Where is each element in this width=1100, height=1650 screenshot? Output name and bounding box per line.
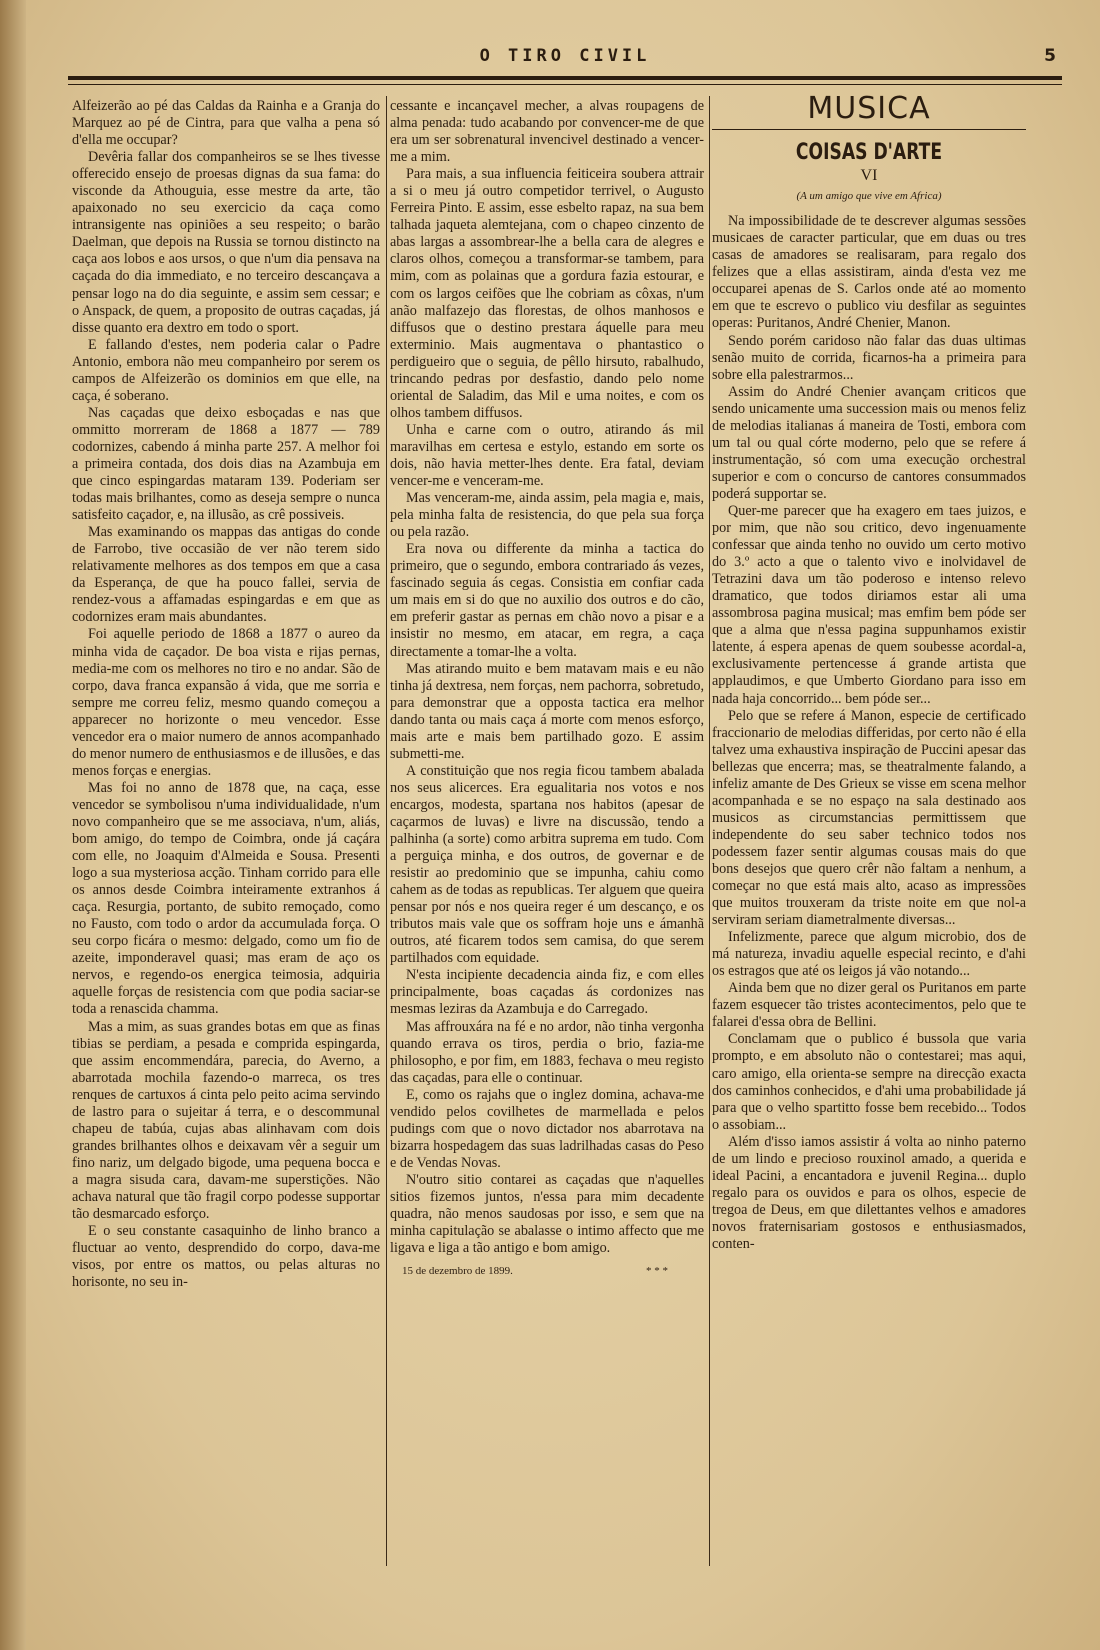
paragraph: E o seu constante casaquinho de linho branco a fluctuar ao vento, desprendido do corpo, dava-me visos, por entre os mattos, ou pelas alturas no horisonte, no seu in-: [72, 1223, 380, 1291]
paragraph: A constituição que nos regia ficou tambem abalada nos seus alicerces. Era egualitaria nos votos e nos encargos, modesta, spartana nos habitos (apesar de caçarmos de luvas) e livre na discussão, tendo a palhinha (a sorte) como arbitra suprema em tudo. Com a perguiça minha, e dos outros, de governar e de resistir ao predominio que se impunha, cahiu como cahem as de todas as republicas. Ter alguem que queira pensar por nós e nos queira reger é um descanço, e os tributos mais vale que os soffram hoje uns e ámanhã outros, até ficarem todos sem camisa, do que serem partilhados com equidade.: [390, 762, 704, 967]
header-rule-thin: [68, 84, 1062, 85]
paragraph: E fallando d'estes, nem poderia calar o Padre Antonio, embora não meu companheiro por serem os campos de Alfeizerão os dominios em que elle, na caça, é soberano.: [72, 336, 380, 404]
paragraph: Nas caçadas que deixo esboçadas e nas que ommitto morreram de 1868 a 1877 — 789 codornizes, cabendo á minha parte 257. A melhor foi a primeira contada, dos dois dias na Azambuja em que cinco espingardas mataram 139. Poderiam ser todas mais brilhantes, como as deseja sempre o nunca satisfeito caçador, e, na illusão, as crê possiveis.: [72, 404, 380, 524]
paragraph: Pelo que se refere á Manon, especie de certificado fraccionario de melodias differidas, por certo não é ella talvez uma exhaustiva inspiração de Puccini apesar das bellezas que encerra; mas, se theatralmente falando, a infeliz amante de Des Grieux se visse em scena melhor acompanhada e se no espaço na sala destinado aos musicos as circumstancias permittissem que independente do seu saber technico todos nos podessem fazer sentir algumas cousas mais do que bons desejos que quero crêr não faltam a nenhum, a começar no que está mais alto, acaso as impressões que muitos trouxeram da triste noite em que nol-a serviram seriam diametralmente diversas...: [712, 707, 1026, 929]
paragraph: Conclamam que o publico é bussola que varia prompto, e em absoluto não o contestarei; mas aqui, caro amigo, ella orienta-se sempre na direcção exacta dos caminhos conhecidos, e d'ahi uma probabilidade já para que o velho spartitto fosse bem recebido... Todos o assobiam...: [712, 1031, 1026, 1133]
paragraph: Era nova ou differente da minha a tactica do primeiro, que o segundo, embora contrariado ás vezes, fascinado seguia ás cegas. Consistia em confiar cada um mais em si do que no auxilio dos outros e do cão, em preferir gastar as pernas em chão novo a pisar e a insistir no mesmo, em atacar, em regra, a caça directamente a tomar-lhe a volta.: [390, 541, 704, 660]
section-title: MUSICA: [807, 91, 931, 126]
paragraph: Na impossibilidade de te descrever algumas sessões musicaes de caracter particular, que em duas ou tres casas de amadores se realisaram, para regalo dos felizes que a ellas assistiram, ainda d'esta vez me occuparei apenas de S. Carlos onde até ao momento em que te escrevo o publico viu desfilar as seguintes operas: Puritanos, André Chenier, Manon.: [712, 213, 1026, 332]
paragraph: Infelizmente, parece que algum microbio, dos de má natureza, invadiu aquelle especial recinto, e d'ahi os estragos que até os leigos já vão notando...: [712, 929, 1026, 980]
paragraph: Devêria fallar dos companheiros se se lhes tivesse offerecido ensejo de proesas dignas da sua fama: do visconde da Athouguia, esse mestre da arte, tão apaixonado no seu exercicio da caça como intransigente nas opiniões a seu respeito; o barão Daelman, que depois na Russia se tornou distincto na caça aos lobos e aos ursos, o que n'um dia pensava na caçada do dia immediato, e no terceiro descançava a pensar logo na do dia seguinte, e assim sem cessar; e o Anspack, de quem, a proposito de outras caçadas, já disse quanto era dextro em todo o sport.: [72, 149, 380, 336]
article-date: 15 de dezembro de 1899.: [402, 1265, 513, 1278]
page-binding: [0, 0, 26, 1650]
column-2: [390, 98, 704, 1280]
paragraph: Quer-me parecer que ha exagero em taes juizos, e por mim, que não sou critico, devo ingenuamente confessar que ainda tenho no ouvido um certo motivo do 3.º acto a que o talento vivo e inolvidavel de Tetrazini dava um tão poderoso e intenso relevo dramatico, que todos diriamos estar ali uma assombrosa pagina musical; mas emfim bem póde ser que a alma que n'essa pagina suppunhamos existir latente, á espera apenas de quem soubesse acordal-a, exclusivamente pertencesse á grande artista que applaudimos, e que Umberto Giordano para isso em nada haja concorrido... bem póde ser...: [712, 502, 1026, 707]
paragraph: Foi aquelle periodo de 1868 a 1877 o aureo da minha vida de caçador. De boa vista e rijas pernas, media-me com os melhores no tiro e no andar. São de corpo, dava franca expansão á vida, que me sorria e sempre me correu feliz, mesmo quando começou a apparecer no horizonte o meu vencedor. Esse vencedor era o maior numero de annos acompanhado do menor numero de enthusiasmos e de illusões, e das menos forças e energias.: [72, 626, 380, 779]
paragraph: Além d'isso iamos assistir á volta ao ninho paterno de um lindo e precioso rouxinol amado, a querida e ideal Pacini, a encantadora e juvenil Regina... duplo regalo para os ouvidos e para os olhos, especie de tregoa de Deus, em que dilettantes velhos e amadores novos fraternisariam gostosos e enthusiasmados, conten-: [712, 1133, 1026, 1252]
paragraph: Sendo porém caridoso não falar das duas ultimas senão muito de corrida, ficarnos-ha a primeira para sobre ella palestrarmos...: [712, 332, 1026, 383]
page-header: [68, 46, 1062, 76]
column-divider-1: [386, 96, 387, 1566]
paragraph: Alfeizerão ao pé das Caldas da Rainha e a Granja do Marquez ao pé de Cintra, para que valha a pena só d'ella me occupar?: [72, 98, 380, 149]
paragraph: Assim do André Chenier avançam criticos que sendo unicamente uma succession mais ou menos feliz de melodias italianas á maneira de Tosti, embora com um tal ou qual córte moderno, pelo que se refere á instrumentação, só com uma execução orchestral superior e com o concurso de cantores consummados poderá supportar se.: [712, 383, 1026, 502]
paragraph: Unha e carne com o outro, atirando ás mil maravilhas em certesa e estylo, estando em sorte os dois, não havia metter-lhes dente. Era fatal, deviam vencer-me e venceram-me.: [390, 421, 704, 490]
paragraph: Mas affrouxára na fé e no ardor, não tinha vergonha quando errava os tiros, perdia o brio, fazia-me philosopho, e por fim, em 1883, fechava o meu registo das caçadas, para elle o continuar.: [390, 1018, 704, 1086]
column-1: [72, 98, 380, 1291]
article-number: VI: [860, 167, 878, 185]
paragraph: Mas a mim, as suas grandes botas em que as finas tibias se perdiam, a pesada e comprida espingarda, que assim encommendára, parecia, do Averno, a abarrotada mochila fazendo-o marreca, os tres renques de cartuxos á cinta pelo peito acima servindo de lastro para o sujeitar á terra, e o descommunal chapeu de tabúa, cujas abas alinhavam com dois grandes brilhantes olhos e deixavam vêr a seguir um fino nariz, um delgado bigode, uma pequena bocca e a magra sisuda cara, davam-me superstições. Não achava natural que tão fragil corpo podesse supportar tão desmarcado esforço.: [72, 1018, 380, 1223]
article-footer: [390, 1263, 704, 1280]
paragraph: N'outro sitio contarei as caçadas que n'aquelles sitios fizemos juntos, n'essa para mim decadente quadra, não menos saudosas por isso, e sem que na minha capitulação se abalasse o intimo affecto que me ligava e liga a tão antigo e bom amigo.: [390, 1171, 704, 1257]
article-dedication: (A um amigo que vive em Africa): [796, 190, 942, 203]
column-3: [712, 91, 1026, 1253]
column-divider-2: [709, 96, 710, 1566]
article-title: COISAS D'ARTE: [795, 140, 943, 166]
paragraph: Mas venceram-me, ainda assim, pela magia e, mais, pela minha falta de resistencia, do que pela sua força ou pela razão.: [390, 490, 704, 541]
paragraph: cessante e incançavel mecher, a alvas roupagens de alma penada: tudo acabando por convencer-me de que era um ser sobrenatural invencivel destinado a vencer-me a mim.: [390, 98, 704, 166]
paragraph: N'esta incipiente decadencia ainda fiz, e com elles principalmente, boas caçadas ás cordonizes nas mesmas leziras da Azambuja e do Carregado.: [390, 967, 704, 1018]
paragraph: E, como os rajahs que o inglez domina, achava-me vendido pelos covilhetes de marmellada e pelos pudings com que o novo dictador nos abarrotava na bizarra hospedagem das suas ladrilhadas casas do Peso e de Vendas Novas.: [390, 1086, 704, 1171]
header-rule-thick: [68, 76, 1062, 80]
paragraph: Mas atirando muito e bem matavam mais e eu não tinha já dextresa, nem forças, nem pachorra, sobretudo, para demonstrar que a opposta tactica era melhor dando tanta ou mais caça á morte com menos esforço, mais arte e mais bem partilhado gozo. E assim submetti-me.: [390, 660, 704, 762]
paragraph: Mas foi no anno de 1878 que, na caça, esse vencedor se symbolisou n'uma individualidade, n'um novo companheiro que se me associava, n'um, aliás, bom amigo, do tempo de Coimbra, onde já caçára com elle, no Joaquim d'Almeida e Sousa. Presenti logo a sua mysteriosa acção. Tinham corrido para elle os annos desde Coimbra inteiramente extranhos á caça. Resurgia, portanto, de subito remoçado, como no Fausto, com todo o ardor da accumulada força. O seu corpo ficára o mesmo: delgado, como um fio de azeite, imponderavel quasi; mas eram de aço os nervos, e regendo-os energica teimosia, adquiria aquelle forças de resistencia com que podia saciar-se toda a renascida chamma.: [72, 779, 380, 1018]
paragraph: Mas examinando os mappas das antigas do conde de Farrobo, tive occasião de ver não terem sido relativamente melhores as dos tempos em que a casa da Esperança, de que ha pouco fallei, servia de rendez-vous a affamadas espingardas e em que as codornizes eram mais abundantes.: [72, 524, 380, 626]
paragraph: Ainda bem que no dizer geral os Puritanos em parte fazem esquecer tão tristes acontecimentos, pelo que te falarei d'essa obra de Bellini.: [712, 980, 1026, 1031]
newspaper-title: O TIRO CIVIL: [479, 46, 651, 66]
section-rule: [712, 129, 1026, 130]
page-number: 5: [1044, 46, 1056, 66]
end-stars: * * *: [646, 1265, 668, 1278]
paragraph: Para mais, a sua influencia feiticeira soubera attrair a si o meu já outro competidor terrivel, o Augusto Ferreira Pinto. E assim, esse esbelto rapaz, na sua bem talhada jaqueta alemtejana, com o chapeo cinzento de abas largas a assombrear-lhe a bella cara de alegres e claros olhos, começou a transformar-se tambem, para mim, com as polainas que a gordura fazia estourar, e com os largos ceifões que lhe cobriam as côxas, n'um anão malfazejo das florestas, de olhos manhosos e diffusos que o destino prestara áquelle para meu exterminio. Mais augmentava o phantastico o perdigueiro que o seguia, de pêllo hirsuto, rabalhudo, trincando pedras por desfastio, dando pelo nome oriental de Saladim, das Mil e uma noites, e com os olhos tambem diffusos.: [390, 166, 704, 421]
